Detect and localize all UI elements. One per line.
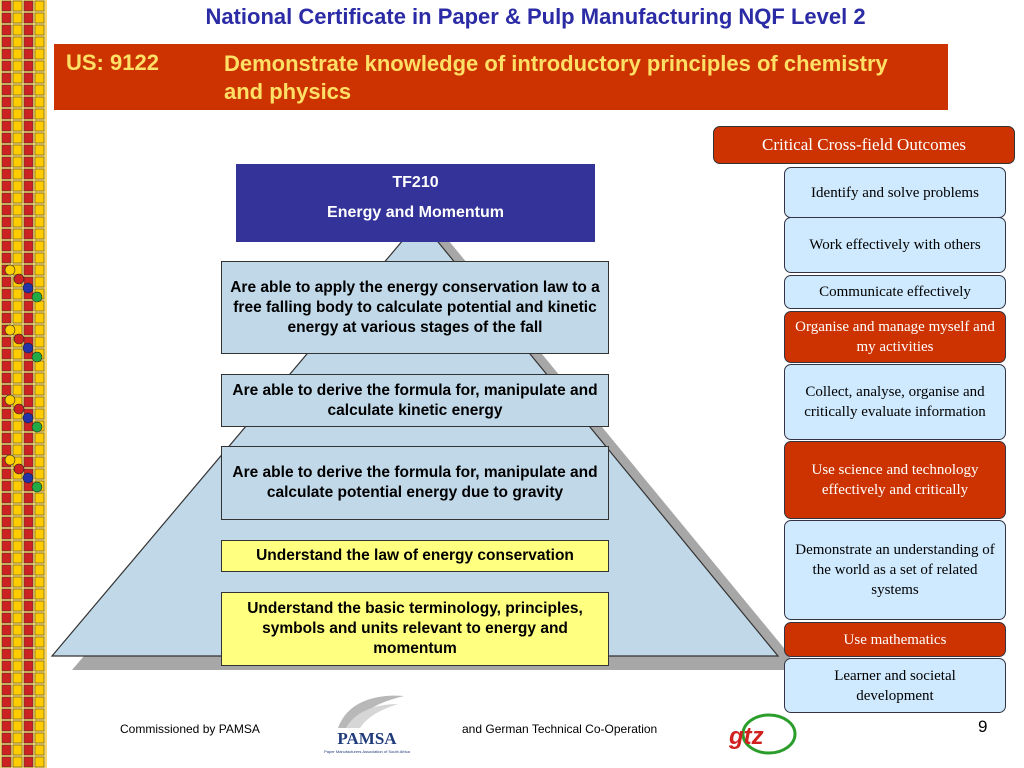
border-tile bbox=[35, 757, 44, 767]
border-tile bbox=[2, 577, 11, 587]
border-tile bbox=[35, 505, 44, 515]
border-tile bbox=[13, 25, 22, 35]
border-tile bbox=[24, 97, 33, 107]
border-tile bbox=[35, 37, 44, 47]
border-tile bbox=[13, 373, 22, 383]
border-tile bbox=[35, 133, 44, 143]
border-tile bbox=[24, 301, 33, 311]
border-tile bbox=[13, 421, 22, 431]
border-bead bbox=[14, 274, 24, 284]
border-tile bbox=[35, 265, 44, 275]
border-tile bbox=[13, 601, 22, 611]
ccfo-item: Collect, analyse, organise and critically evaluate information bbox=[784, 364, 1006, 440]
border-tile bbox=[35, 217, 44, 227]
border-tile bbox=[13, 661, 22, 671]
border-tile bbox=[35, 193, 44, 203]
ccfo-item: Identify and solve problems bbox=[784, 167, 1006, 218]
border-tile bbox=[13, 97, 22, 107]
border-tile bbox=[2, 685, 11, 695]
border-tile bbox=[13, 517, 22, 527]
border-tile bbox=[2, 241, 11, 251]
border-tile bbox=[13, 133, 22, 143]
border-tile bbox=[35, 373, 44, 383]
border-tile bbox=[24, 193, 33, 203]
border-tile bbox=[2, 469, 11, 479]
border-tile bbox=[13, 697, 22, 707]
border-tile bbox=[35, 385, 44, 395]
border-tile bbox=[24, 757, 33, 767]
border-tile bbox=[24, 505, 33, 515]
border-tile bbox=[2, 229, 11, 239]
border-tile bbox=[2, 253, 11, 263]
border-bead bbox=[32, 422, 42, 432]
border-tile bbox=[24, 265, 33, 275]
unit-standard-banner bbox=[54, 44, 948, 110]
border-tile bbox=[2, 613, 11, 623]
border-tile bbox=[2, 373, 11, 383]
border-tile bbox=[24, 73, 33, 83]
border-tile bbox=[13, 577, 22, 587]
border-tile bbox=[35, 445, 44, 455]
border-tile bbox=[2, 49, 11, 59]
border-tile bbox=[2, 289, 11, 299]
border-tile bbox=[35, 337, 44, 347]
border-tile bbox=[24, 445, 33, 455]
border-tile bbox=[2, 589, 11, 599]
unit-code: US: 9122 bbox=[66, 50, 159, 75]
border-tile bbox=[13, 313, 22, 323]
border-tile bbox=[35, 157, 44, 167]
border-tile bbox=[24, 373, 33, 383]
border-tile bbox=[24, 13, 33, 23]
border-tile bbox=[2, 97, 11, 107]
border-tile bbox=[24, 61, 33, 71]
border-tile bbox=[24, 49, 33, 59]
border-tile bbox=[35, 589, 44, 599]
border-tile bbox=[24, 253, 33, 263]
border-bead bbox=[5, 455, 15, 465]
border-tile bbox=[35, 277, 44, 287]
border-tile bbox=[2, 85, 11, 95]
outcome-box-highlight: Understand the basic terminology, principles, symbols and units relevant to energy and momentum bbox=[221, 592, 609, 666]
border-tile bbox=[24, 241, 33, 251]
border-tile bbox=[13, 721, 22, 731]
border-tile bbox=[13, 145, 22, 155]
border-tile bbox=[35, 613, 44, 623]
border-tile bbox=[2, 517, 11, 527]
border-tile bbox=[24, 325, 33, 335]
border-tile bbox=[13, 85, 22, 95]
border-tile bbox=[13, 49, 22, 59]
border-bead bbox=[23, 343, 33, 353]
border-tile bbox=[24, 169, 33, 179]
border-tile bbox=[13, 157, 22, 167]
border-tile bbox=[35, 661, 44, 671]
border-tile bbox=[2, 721, 11, 731]
border-tile bbox=[24, 85, 33, 95]
border-tile bbox=[2, 157, 11, 167]
border-tile bbox=[2, 385, 11, 395]
border-tile bbox=[24, 553, 33, 563]
border-tile bbox=[35, 325, 44, 335]
border-tile bbox=[13, 733, 22, 743]
border-tile bbox=[35, 181, 44, 191]
border-tile bbox=[24, 397, 33, 407]
border-tile bbox=[35, 253, 44, 263]
border-tile bbox=[13, 589, 22, 599]
ccfo-item: Communicate effectively bbox=[784, 275, 1006, 309]
border-tile bbox=[2, 109, 11, 119]
border-tile bbox=[2, 493, 11, 503]
footer-cooperation: and German Technical Co-Operation bbox=[462, 722, 658, 736]
border-tile bbox=[2, 37, 11, 47]
border-tile bbox=[13, 109, 22, 119]
border-tile bbox=[13, 181, 22, 191]
border-tile bbox=[13, 673, 22, 683]
border-tile bbox=[13, 289, 22, 299]
border-tile bbox=[24, 745, 33, 755]
border-tile bbox=[2, 25, 11, 35]
unit-title: Demonstrate knowledge of introductory principles of chemistry and physics bbox=[224, 51, 888, 104]
border-tile bbox=[35, 145, 44, 155]
border-tile bbox=[24, 157, 33, 167]
border-tile bbox=[24, 565, 33, 575]
border-tile bbox=[13, 193, 22, 203]
outcome-box: Are able to derive the formula for, manipulate and calculate potential energy due to gravity bbox=[221, 446, 609, 520]
border-tile bbox=[35, 709, 44, 719]
border-bead bbox=[5, 395, 15, 405]
outcome-box-highlight: Understand the law of energy conservation bbox=[221, 540, 609, 572]
border-tile bbox=[13, 73, 22, 83]
border-tile bbox=[35, 553, 44, 563]
border-tile bbox=[13, 481, 22, 491]
border-tile bbox=[2, 649, 11, 659]
border-tile bbox=[35, 241, 44, 251]
border-tile bbox=[2, 361, 11, 371]
border-tile bbox=[13, 505, 22, 515]
pamsa-logo bbox=[318, 690, 416, 760]
border-tile bbox=[24, 697, 33, 707]
border-tile bbox=[2, 565, 11, 575]
border-tile bbox=[24, 685, 33, 695]
border-tile bbox=[2, 529, 11, 539]
border-tile bbox=[2, 625, 11, 635]
border-tile bbox=[13, 433, 22, 443]
border-tile bbox=[2, 277, 11, 287]
border-tile bbox=[2, 349, 11, 359]
border-tile bbox=[2, 757, 11, 767]
border-tile bbox=[35, 205, 44, 215]
border-tile bbox=[24, 601, 33, 611]
border-tile bbox=[13, 709, 22, 719]
module-header bbox=[236, 164, 595, 242]
border-tile bbox=[13, 541, 22, 551]
border-tile bbox=[35, 13, 44, 23]
border-tile bbox=[2, 733, 11, 743]
ccfo-item-highlight: Use mathematics bbox=[784, 622, 1006, 657]
border-tile bbox=[2, 553, 11, 563]
border-tile bbox=[24, 589, 33, 599]
border-tile bbox=[13, 1, 22, 11]
border-tile bbox=[2, 193, 11, 203]
border-tile bbox=[24, 517, 33, 527]
border-tile bbox=[24, 181, 33, 191]
border-tile bbox=[13, 553, 22, 563]
ccfo-item-highlight: Organise and manage myself and my activities bbox=[784, 311, 1006, 363]
border-tile bbox=[24, 577, 33, 587]
border-tile bbox=[35, 433, 44, 443]
border-tile bbox=[35, 49, 44, 59]
border-tile bbox=[24, 109, 33, 119]
border-tile bbox=[35, 301, 44, 311]
border-tile bbox=[13, 745, 22, 755]
border-tile bbox=[24, 25, 33, 35]
pamsa-logo-subtitle: Paper Manufacturers Association of South Africa bbox=[324, 749, 410, 754]
border-tile bbox=[24, 217, 33, 227]
page-title: National Certificate in Paper & Pulp Manufacturing NQF Level 2 bbox=[205, 4, 866, 29]
border-tile bbox=[35, 601, 44, 611]
border-tile bbox=[13, 61, 22, 71]
border-tile bbox=[35, 121, 44, 131]
border-tile bbox=[24, 529, 33, 539]
outcome-box: Are able to apply the energy conservation law to a free falling body to calculate potential and kinetic energy at various stages of the fall bbox=[221, 261, 609, 354]
border-tile bbox=[13, 241, 22, 251]
border-tile bbox=[35, 745, 44, 755]
border-tile bbox=[24, 649, 33, 659]
border-tile bbox=[13, 529, 22, 539]
border-tile bbox=[24, 433, 33, 443]
footer-commissioned: Commissioned by PAMSA bbox=[120, 722, 260, 736]
border-tile bbox=[35, 577, 44, 587]
border-tile bbox=[24, 145, 33, 155]
border-tile bbox=[2, 697, 11, 707]
border-bead bbox=[32, 292, 42, 302]
border-tile bbox=[13, 493, 22, 503]
border-tile bbox=[35, 361, 44, 371]
border-tile bbox=[24, 661, 33, 671]
border-tile bbox=[13, 13, 22, 23]
border-tile bbox=[13, 121, 22, 131]
pamsa-logo-text: PAMSA bbox=[337, 729, 397, 748]
border-tile bbox=[35, 97, 44, 107]
ccfo-title: Critical Cross-field Outcomes bbox=[713, 126, 1015, 164]
border-tile bbox=[35, 109, 44, 119]
gtz-logo-text: gtz bbox=[729, 723, 764, 750]
border-tile bbox=[13, 229, 22, 239]
border-tile bbox=[2, 121, 11, 131]
border-tile bbox=[24, 625, 33, 635]
border-tile bbox=[35, 733, 44, 743]
border-tile bbox=[35, 517, 44, 527]
border-tile bbox=[24, 313, 33, 323]
border-tile bbox=[35, 73, 44, 83]
border-tile bbox=[35, 649, 44, 659]
border-tile bbox=[13, 217, 22, 227]
border-tile bbox=[2, 205, 11, 215]
border-tile bbox=[2, 673, 11, 683]
border-tile bbox=[24, 613, 33, 623]
border-tile bbox=[35, 313, 44, 323]
module-name: Energy and Momentum bbox=[327, 204, 504, 221]
border-tile bbox=[2, 421, 11, 431]
ccfo-item: Work effectively with others bbox=[784, 217, 1006, 273]
decorative-side-border bbox=[0, 0, 47, 768]
border-bead bbox=[14, 334, 24, 344]
page-number: 9 bbox=[978, 717, 988, 736]
border-tile bbox=[24, 733, 33, 743]
border-tile bbox=[24, 121, 33, 131]
border-tile bbox=[13, 253, 22, 263]
border-bead bbox=[5, 325, 15, 335]
ccfo-item: Demonstrate an understanding of the world as a set of related systems bbox=[784, 520, 1006, 620]
border-tile bbox=[2, 661, 11, 671]
border-tile bbox=[24, 541, 33, 551]
border-tile bbox=[13, 301, 22, 311]
border-tile bbox=[2, 709, 11, 719]
border-tile bbox=[24, 1, 33, 11]
border-tile bbox=[35, 673, 44, 683]
border-tile bbox=[35, 469, 44, 479]
border-tile bbox=[2, 181, 11, 191]
border-tile bbox=[2, 313, 11, 323]
border-tile bbox=[2, 301, 11, 311]
border-tile bbox=[13, 685, 22, 695]
border-bead bbox=[23, 473, 33, 483]
border-tile bbox=[35, 685, 44, 695]
outcome-box: Are able to derive the formula for, manipulate and calculate kinetic energy bbox=[221, 374, 609, 427]
border-tile bbox=[35, 625, 44, 635]
border-tile bbox=[35, 25, 44, 35]
border-tile bbox=[13, 625, 22, 635]
border-tile bbox=[24, 37, 33, 47]
border-tile bbox=[24, 709, 33, 719]
border-tile bbox=[35, 85, 44, 95]
border-tile bbox=[2, 133, 11, 143]
border-tile bbox=[35, 721, 44, 731]
border-bead bbox=[23, 283, 33, 293]
border-tile bbox=[13, 613, 22, 623]
border-tile bbox=[13, 205, 22, 215]
border-tile bbox=[2, 337, 11, 347]
border-tile bbox=[24, 721, 33, 731]
border-tile bbox=[2, 505, 11, 515]
border-tile bbox=[13, 649, 22, 659]
border-tile bbox=[24, 229, 33, 239]
border-tile bbox=[2, 601, 11, 611]
border-tile bbox=[35, 697, 44, 707]
border-tile bbox=[35, 529, 44, 539]
border-tile bbox=[35, 169, 44, 179]
border-tile bbox=[13, 445, 22, 455]
border-tile bbox=[24, 493, 33, 503]
border-tile bbox=[2, 73, 11, 83]
border-bead bbox=[14, 404, 24, 414]
border-tile bbox=[24, 457, 33, 467]
border-tile bbox=[35, 565, 44, 575]
border-bead bbox=[32, 482, 42, 492]
border-tile bbox=[35, 409, 44, 419]
border-tile bbox=[13, 637, 22, 647]
border-tile bbox=[13, 349, 22, 359]
border-tile bbox=[35, 229, 44, 239]
border-tile bbox=[13, 169, 22, 179]
border-tile bbox=[35, 493, 44, 503]
border-tile bbox=[24, 205, 33, 215]
border-bead bbox=[14, 464, 24, 474]
border-tile bbox=[2, 169, 11, 179]
border-bead bbox=[23, 413, 33, 423]
ccfo-item-highlight: Use science and technology effectively and critically bbox=[784, 441, 1006, 519]
ccfo-item: Learner and societal development bbox=[784, 658, 1006, 713]
border-tile bbox=[13, 37, 22, 47]
border-tile bbox=[35, 61, 44, 71]
border-tile bbox=[13, 757, 22, 767]
border-tile bbox=[13, 361, 22, 371]
border-tile bbox=[2, 745, 11, 755]
border-tile bbox=[13, 385, 22, 395]
border-bead bbox=[5, 265, 15, 275]
border-tile bbox=[24, 133, 33, 143]
border-tile bbox=[2, 409, 11, 419]
border-tile bbox=[24, 361, 33, 371]
border-tile bbox=[24, 673, 33, 683]
border-tile bbox=[35, 457, 44, 467]
border-tile bbox=[35, 637, 44, 647]
border-tile bbox=[2, 13, 11, 23]
border-tile bbox=[35, 397, 44, 407]
border-tile bbox=[2, 145, 11, 155]
border-tile bbox=[2, 433, 11, 443]
border-tile bbox=[35, 541, 44, 551]
border-tile bbox=[2, 1, 11, 11]
gtz-logo bbox=[725, 712, 797, 756]
border-tile bbox=[2, 637, 11, 647]
border-tile bbox=[2, 445, 11, 455]
border-tile bbox=[24, 637, 33, 647]
border-tile bbox=[2, 541, 11, 551]
border-tile bbox=[24, 385, 33, 395]
border-tile bbox=[2, 217, 11, 227]
border-tile bbox=[13, 565, 22, 575]
border-tile bbox=[2, 481, 11, 491]
module-code: TF210 bbox=[392, 174, 439, 191]
border-tile bbox=[35, 1, 44, 11]
border-tile bbox=[2, 61, 11, 71]
border-bead bbox=[32, 352, 42, 362]
